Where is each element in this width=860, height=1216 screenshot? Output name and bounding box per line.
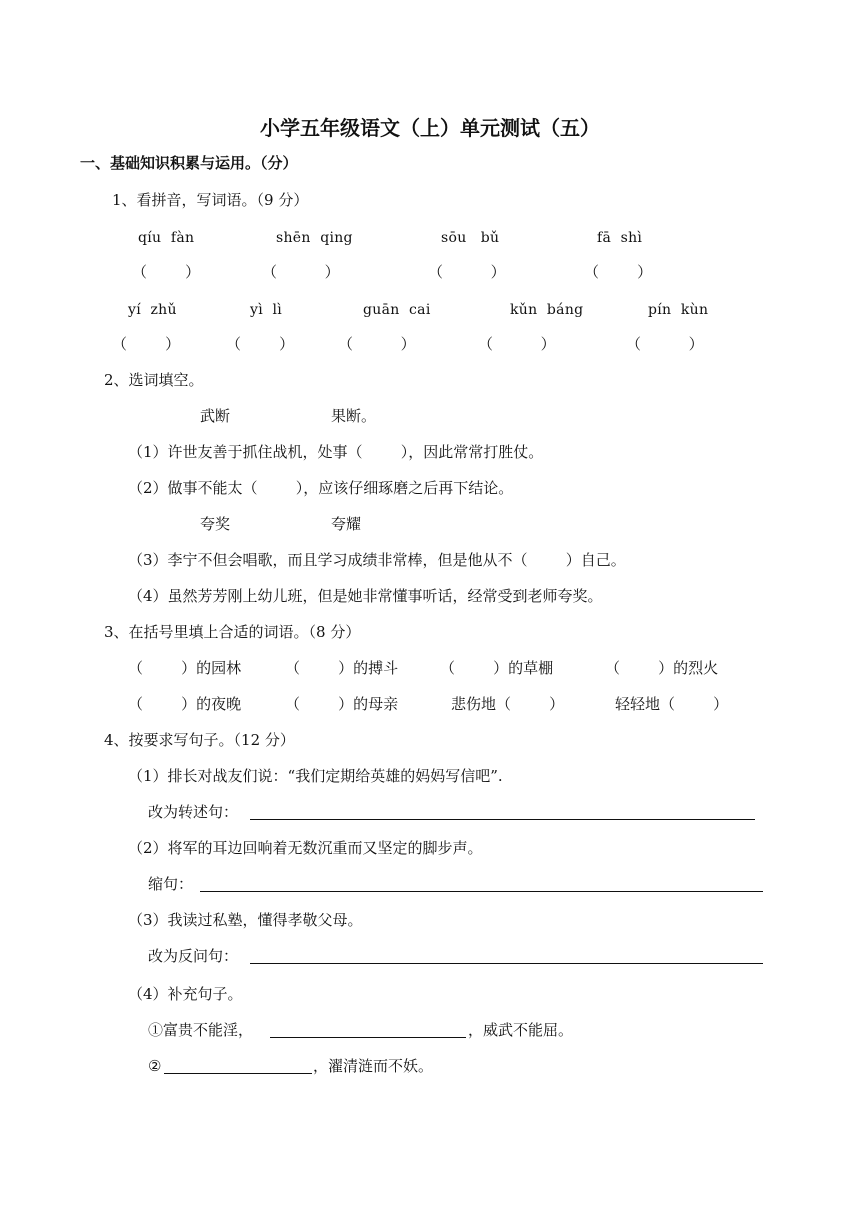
pinyin: sōu bǔ: [441, 230, 500, 246]
q3-blank[interactable]: （ ）的草棚: [440, 659, 554, 677]
answer-paren[interactable]: （ ）: [112, 335, 181, 353]
word-choice: 夸奖: [200, 515, 231, 533]
q4-sentence-2: （2）将军的耳边回响着无数沉重而又坚定的脚步声。: [128, 839, 483, 857]
q4-4a-suffix: ，威武不能屈。: [468, 1021, 574, 1039]
q4-heading: 4、按要求写句子。（12 分）: [104, 731, 295, 749]
pinyin: yí zhǔ: [128, 302, 177, 318]
q3-blank[interactable]: （ ）的母亲: [285, 695, 399, 713]
answer-paren[interactable]: （ ）: [626, 335, 704, 353]
q2-sentence-3: （3）李宁不但会唱歌，而且学习成绩非常棒，但是他从不（ ）自己。: [128, 551, 626, 569]
answer-paren[interactable]: （ ）: [428, 263, 506, 281]
pinyin: kǔn báng: [510, 302, 584, 318]
pinyin: yì lì: [250, 302, 283, 318]
word-choice: 夸耀: [331, 515, 362, 533]
q4-4b-suffix: ，濯清涟而不妖。: [313, 1057, 434, 1075]
answer-line[interactable]: [270, 1037, 466, 1038]
q1-heading: 1、看拼音，写词语。（9 分）: [112, 191, 309, 209]
section-1-heading: 一、基础知识积累与运用。（分）: [80, 154, 298, 172]
answer-line[interactable]: [200, 891, 763, 892]
answer-line[interactable]: [250, 819, 755, 820]
q3-blank[interactable]: 轻轻地（ ）: [615, 695, 729, 713]
q4-answer-label-3: 改为反问句：: [148, 947, 239, 965]
q4-4a-prefix: ①富贵不能淫，: [148, 1021, 254, 1039]
q4-sentence-1: （1）排长对战友们说：“我们定期给英雄的妈妈写信吧”.: [128, 767, 503, 785]
answer-paren[interactable]: （ ）: [338, 335, 416, 353]
answer-paren[interactable]: （ ）: [262, 263, 340, 281]
answer-paren[interactable]: （ ）: [226, 335, 295, 353]
q2-heading: 2、选词填空。: [104, 371, 204, 389]
answer-paren[interactable]: （ ）: [584, 263, 653, 281]
word-choice: 果断。: [331, 407, 377, 425]
word-choice: 武断: [200, 407, 231, 425]
q4-4b-prefix: ②: [148, 1057, 162, 1075]
pinyin: fā shì: [597, 230, 643, 246]
q4-sentence-3: （3）我读过私塾，懂得孝敬父母。: [128, 911, 363, 929]
q2-sentence-2: （2）做事不能太（ ），应该仔细琢磨之后再下结论。: [128, 479, 514, 497]
pinyin: pín kùn: [648, 302, 709, 318]
pinyin: shēn qing: [276, 230, 353, 246]
q4-answer-label-2: 缩句：: [148, 875, 194, 893]
pinyin: qíu fàn: [138, 230, 195, 246]
q4-answer-label-1: 改为转述句：: [148, 803, 239, 821]
answer-line[interactable]: [250, 963, 763, 964]
answer-paren[interactable]: （ ）: [478, 335, 556, 353]
q3-blank[interactable]: （ ）的烈火: [605, 659, 719, 677]
q2-sentence-1: （1）许世友善于抓住战机，处事（ ），因此常常打胜仗。: [128, 443, 544, 461]
pinyin: guān cai: [363, 302, 431, 318]
q3-blank[interactable]: 悲伤地（ ）: [451, 695, 565, 713]
q3-blank[interactable]: （ ）的夜晚: [128, 695, 242, 713]
answer-line[interactable]: [164, 1073, 312, 1074]
q3-heading: 3、在括号里填上合适的词语。（8 分）: [104, 623, 361, 641]
q3-blank[interactable]: （ ）的园林: [128, 659, 242, 677]
answer-paren[interactable]: （ ）: [132, 263, 201, 281]
q4-sentence-4: （4）补充句子。: [128, 985, 243, 1003]
page-title: 小学五年级语文（上）单元测试（五）: [260, 116, 600, 140]
q3-blank[interactable]: （ ）的搏斗: [285, 659, 399, 677]
q2-sentence-4: （4）虽然芳芳刚上幼儿班，但是她非常懂事听话，经常受到老师夸奖。: [128, 587, 603, 605]
